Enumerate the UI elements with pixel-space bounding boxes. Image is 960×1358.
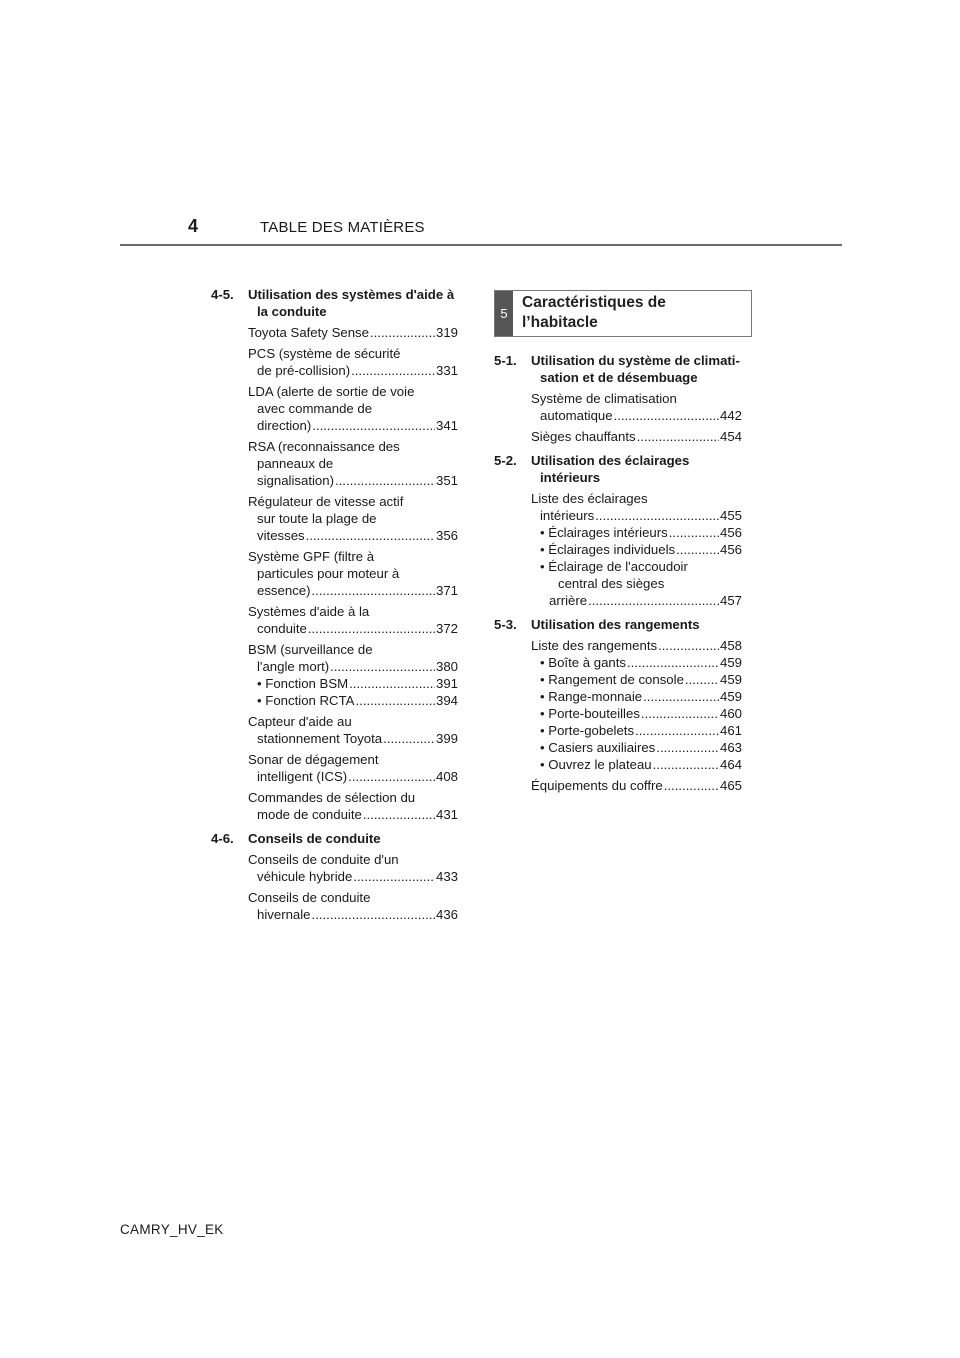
toc-entry-text: Équipements du coffre xyxy=(531,778,663,793)
toc-entry[interactable] xyxy=(248,641,458,709)
toc-entry-text: conduite xyxy=(257,621,307,636)
toc-entry[interactable] xyxy=(248,493,458,544)
toc-entry-leader-line xyxy=(540,592,742,609)
toc-entry-leader-line xyxy=(540,541,742,558)
toc-entry[interactable] xyxy=(248,383,458,434)
toc-entry-leader-line xyxy=(540,739,742,756)
dot-leader xyxy=(635,722,719,739)
toc-entry[interactable] xyxy=(248,889,458,923)
toc-entry-text: panneaux de xyxy=(257,456,334,471)
toc-entry[interactable] xyxy=(531,390,742,424)
toc-entry-text: arrière xyxy=(549,593,588,608)
toc-entry-text: l'angle mort) xyxy=(257,659,330,674)
toc-sub-entry[interactable] xyxy=(531,705,742,722)
chapter-title-line: Caractéristiques de xyxy=(522,294,666,311)
toc-entry-text: automatique xyxy=(540,408,613,423)
toc-entry-leader-line xyxy=(540,671,742,688)
toc-entry[interactable] xyxy=(248,548,458,599)
dot-leader xyxy=(312,906,435,923)
toc-entry-leader-line xyxy=(540,756,742,773)
dot-leader xyxy=(335,472,435,489)
toc-entry-text: • Porte-gobelets xyxy=(540,723,635,738)
toc-page-number: 351 xyxy=(435,473,458,488)
toc-page-number: 458 xyxy=(719,638,742,653)
toc-page-number: 461 xyxy=(719,723,742,738)
dot-leader xyxy=(312,417,435,434)
dot-leader xyxy=(370,324,435,341)
dot-leader xyxy=(658,637,719,654)
toc-entry-leader-line xyxy=(531,637,742,654)
toc-entry[interactable] xyxy=(248,345,458,379)
toc-page-number: 436 xyxy=(435,907,458,922)
toc-page-number: 371 xyxy=(435,583,458,598)
dot-leader xyxy=(306,527,435,544)
toc-page-number: 454 xyxy=(719,429,742,444)
toc-entry-text: central des sièges xyxy=(558,576,665,591)
toc-page-number: 433 xyxy=(435,869,458,884)
section-title: Utilisation des éclairages intérieurs xyxy=(531,453,690,485)
dot-leader xyxy=(595,507,719,524)
toc-entry-text: Toyota Safety Sense xyxy=(248,325,369,340)
toc-entry-text: Liste des éclairages xyxy=(531,491,648,506)
section-heading xyxy=(211,830,458,847)
section-number: 4-5. xyxy=(211,287,234,302)
toc-entry[interactable] xyxy=(248,324,458,341)
toc-entry-text: • Rangement de console xyxy=(540,672,684,687)
toc-entry-leader-line xyxy=(248,527,458,544)
toc-page-number: 319 xyxy=(435,325,458,340)
toc-entry-text: • Ouvrez le plateau xyxy=(540,757,652,772)
toc-entry-leader-line xyxy=(248,620,458,637)
toc-entry-leader-line xyxy=(248,324,458,341)
toc-entry[interactable] xyxy=(531,428,742,445)
dot-leader xyxy=(614,407,719,424)
section-number: 4-6. xyxy=(211,831,234,846)
toc-entry-leader-line xyxy=(540,722,742,739)
toc-entry-leader-line xyxy=(531,507,742,524)
dot-leader xyxy=(643,688,719,705)
toc-entry-text: mode de conduite xyxy=(257,807,362,822)
toc-page-number: 394 xyxy=(435,693,458,708)
toc-page-number: 460 xyxy=(719,706,742,721)
dot-leader xyxy=(308,620,435,637)
toc-entry-leader-line xyxy=(248,806,458,823)
toc-entry-leader-line xyxy=(248,730,458,747)
dot-leader xyxy=(653,756,719,773)
toc-entry[interactable] xyxy=(531,637,742,773)
section-title: Utilisation du système de climati-sation et de désembuage xyxy=(531,353,740,385)
toc-page-number: 465 xyxy=(719,778,742,793)
toc-page-number: 431 xyxy=(435,807,458,822)
dot-leader xyxy=(669,524,719,541)
section-entries xyxy=(531,390,742,445)
toc-page-number: 341 xyxy=(435,418,458,433)
toc-entry-text: avec commande de xyxy=(257,401,373,416)
toc-entry-text: essence) xyxy=(257,583,311,598)
section-entries xyxy=(248,324,458,823)
dot-leader xyxy=(685,671,719,688)
toc-page-number: 380 xyxy=(435,659,458,674)
toc-entry-leader-line xyxy=(540,705,742,722)
toc-entry-text: Système de climatisation xyxy=(531,391,677,406)
toc-page-number: 464 xyxy=(719,757,742,772)
toc-entry-text: Systèmes d'aide à la xyxy=(248,604,370,619)
header-rule xyxy=(120,244,842,246)
toc-entry-text: • Fonction BSM xyxy=(257,676,349,691)
toc-entry[interactable] xyxy=(248,438,458,489)
toc-page-number: 459 xyxy=(719,655,742,670)
dot-leader xyxy=(355,692,435,709)
section-heading xyxy=(494,352,742,386)
toc-sub-entry[interactable] xyxy=(531,756,742,773)
section-number: 5-3. xyxy=(494,617,517,632)
toc-sub-entry[interactable] xyxy=(248,692,458,709)
toc-sub-entry[interactable] xyxy=(531,722,742,739)
section-heading xyxy=(211,286,458,320)
dot-leader xyxy=(664,777,719,794)
toc-entry-text: signalisation) xyxy=(257,473,334,488)
footer-model-code: CAMRY_HV_EK xyxy=(120,1222,224,1237)
toc-entry-text: particules pour moteur à xyxy=(257,566,400,581)
section-entries xyxy=(248,851,458,923)
toc-sub-entry[interactable] xyxy=(531,654,742,671)
toc-column-right xyxy=(494,352,742,801)
toc-page-number: 356 xyxy=(435,528,458,543)
toc-entry-text: direction) xyxy=(257,418,312,433)
toc-entry-text: Capteur d'aide au xyxy=(248,714,352,729)
toc-sub-entry[interactable] xyxy=(531,524,742,541)
toc-entry-text: vitesses xyxy=(257,528,305,543)
dot-leader xyxy=(312,582,435,599)
toc-entry-leader-line xyxy=(248,417,458,434)
toc-entry-leader-line xyxy=(248,362,458,379)
toc-entry-text: Conseils de conduite d'un xyxy=(248,852,399,867)
toc-page-number: 455 xyxy=(719,508,742,523)
toc-entry-text: • Éclairage de l'accoudoir xyxy=(540,559,688,574)
toc-entry-text: de pré-collision) xyxy=(257,363,351,378)
toc-entry-text: • Porte-bouteilles xyxy=(540,706,640,721)
toc-entry-text: intérieurs xyxy=(540,508,595,523)
toc-entry-leader-line xyxy=(531,777,742,794)
toc-page-number: 459 xyxy=(719,689,742,704)
toc-entry[interactable] xyxy=(531,777,742,794)
toc-page-number: 399 xyxy=(435,731,458,746)
dot-leader xyxy=(353,868,435,885)
toc-page-number: 456 xyxy=(719,542,742,557)
toc-entry-text: • Range-monnaie xyxy=(540,689,643,704)
section-title: Utilisation des rangements xyxy=(531,617,700,632)
toc-entry-text: • Boîte à gants xyxy=(540,655,626,670)
toc-entry-text: RSA (reconnaissance des xyxy=(248,439,400,454)
toc-page-number: 331 xyxy=(435,363,458,378)
toc-sub-entry[interactable] xyxy=(531,688,742,705)
toc-entry-leader-line xyxy=(540,688,742,705)
toc-sub-entry[interactable] xyxy=(248,675,458,692)
toc-entry-leader-line xyxy=(540,524,742,541)
section-heading xyxy=(494,452,742,486)
section-title: Conseils de conduite xyxy=(248,831,381,846)
chapter-heading-box xyxy=(494,290,752,337)
toc-entry-leader-line xyxy=(531,428,742,445)
toc-sub-entry[interactable] xyxy=(531,558,742,609)
toc-entry-text: • Fonction RCTA xyxy=(257,693,355,708)
toc-entry-text: PCS (système de sécurité xyxy=(248,346,401,361)
chapter-number-tab: 5 xyxy=(495,291,513,336)
dot-leader xyxy=(330,658,435,675)
toc-entry-leader-line xyxy=(248,582,458,599)
toc-page-number: 457 xyxy=(719,593,742,608)
toc-entry-leader-line xyxy=(248,906,458,923)
dot-leader xyxy=(627,654,719,671)
toc-entry-text: • Casiers auxiliaires xyxy=(540,740,656,755)
section-number: 5-2. xyxy=(494,453,517,468)
chapter-title xyxy=(513,291,666,336)
header-title: TABLE DES MATIÈRES xyxy=(260,219,425,236)
section-title: Utilisation des systèmes d'aide à la conduite xyxy=(248,287,455,319)
dot-leader xyxy=(641,705,719,722)
toc-entry-leader-line xyxy=(540,654,742,671)
dot-leader xyxy=(363,806,435,823)
toc-page-number: 456 xyxy=(719,525,742,540)
toc-entry-text: hivernale xyxy=(257,907,311,922)
toc-entry-leader-line xyxy=(248,472,458,489)
dot-leader xyxy=(383,730,435,747)
toc-entry[interactable] xyxy=(531,490,742,609)
toc-entry-text: Commandes de sélection du xyxy=(248,790,416,805)
toc-entry-text: Sonar de dégagement xyxy=(248,752,379,767)
toc-entry[interactable] xyxy=(248,751,458,785)
toc-entry-text: • Éclairages intérieurs xyxy=(540,525,668,540)
toc-entry-leader-line xyxy=(248,768,458,785)
toc-entry[interactable] xyxy=(248,789,458,823)
section-entries xyxy=(531,637,742,794)
page-header xyxy=(120,212,842,246)
toc-entry-text: BSM (surveillance de xyxy=(248,642,373,657)
toc-entry[interactable] xyxy=(248,603,458,637)
toc-entry-text: stationnement Toyota xyxy=(257,731,383,746)
toc-page-number: 391 xyxy=(435,676,458,691)
toc-sub-entry[interactable] xyxy=(531,671,742,688)
toc-entry-text: Conseils de conduite xyxy=(248,890,371,905)
toc-entry-text: intelligent (ICS) xyxy=(257,769,348,784)
toc-entry-leader-line xyxy=(248,658,458,675)
toc-entry-text: Système GPF (filtre à xyxy=(248,549,375,564)
toc-page-number: 372 xyxy=(435,621,458,636)
toc-entry[interactable] xyxy=(248,851,458,885)
toc-page-number: 408 xyxy=(435,769,458,784)
toc-entry-leader-line xyxy=(248,868,458,885)
toc-column-left xyxy=(211,286,458,930)
toc-entry-leader-line xyxy=(531,407,742,424)
toc-entry-text: LDA (alerte de sortie de voie xyxy=(248,384,415,399)
toc-sub-entry[interactable] xyxy=(531,739,742,756)
toc-entry-text: Sièges chauffants xyxy=(531,429,636,444)
toc-entry-leader-line xyxy=(257,692,458,709)
page-number: 4 xyxy=(188,216,199,236)
dot-leader xyxy=(348,768,435,785)
toc-page-number: 442 xyxy=(719,408,742,423)
dot-leader xyxy=(351,362,435,379)
toc-entry-text: Régulateur de vitesse actif xyxy=(248,494,404,509)
dot-leader xyxy=(656,739,719,756)
toc-page-number: 463 xyxy=(719,740,742,755)
dot-leader xyxy=(349,675,435,692)
toc-sub-entry[interactable] xyxy=(531,541,742,558)
toc-entry-text: Liste des rangements xyxy=(531,638,658,653)
section-entries xyxy=(531,490,742,609)
dot-leader xyxy=(676,541,719,558)
toc-entry-text: véhicule hybride xyxy=(257,869,353,884)
section-number: 5-1. xyxy=(494,353,517,368)
toc-entry[interactable] xyxy=(248,713,458,747)
dot-leader xyxy=(588,592,719,609)
dot-leader xyxy=(637,428,719,445)
section-heading xyxy=(494,616,742,633)
toc-entry-text: • Éclairages individuels xyxy=(540,542,676,557)
toc-page-number: 459 xyxy=(719,672,742,687)
toc-entry-leader-line xyxy=(257,675,458,692)
toc-entry-text: sur toute la plage de xyxy=(257,511,377,526)
chapter-title-line: l’habitacle xyxy=(522,314,598,331)
